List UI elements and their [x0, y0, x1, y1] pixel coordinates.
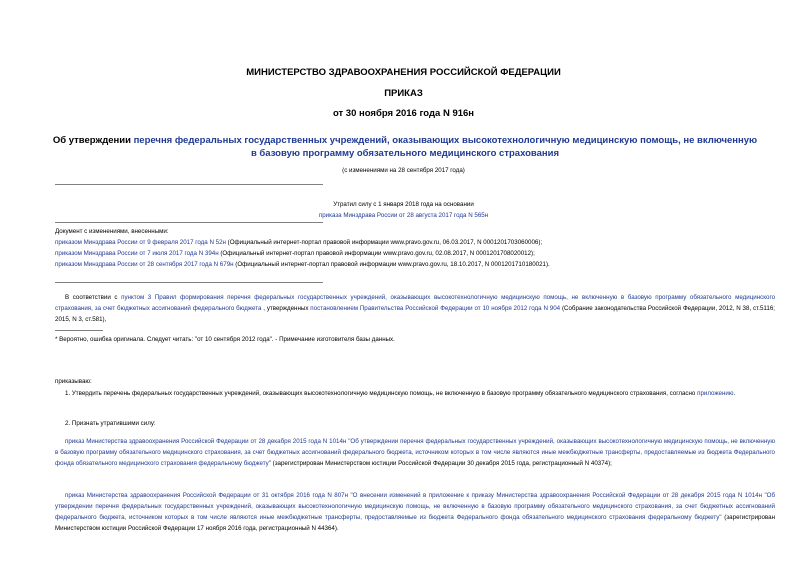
paragraph-1 [55, 388, 775, 399]
repeal-text-2: (зарегистрирован Министерством юстиции Российской Федерации 17 ноября 2016 года, регистрационный N 44364). [55, 514, 776, 532]
amendments-block [55, 226, 775, 270]
changes-note: (с изменениями на 28 сентября 2017 года) [342, 167, 465, 174]
divider [55, 184, 323, 185]
amendment-source: (Официальный интернет-портал правовой информации www.pravo.gov.ru, 18.10.2017, N 0001201710180021). [233, 261, 550, 268]
repeal-item-1 [55, 436, 775, 469]
amendment-item [55, 248, 775, 259]
appendix-link[interactable]: приложению [697, 390, 734, 397]
doc-type-heading: ПРИКАЗ [384, 88, 423, 99]
title-prefix: Об утверждении [52, 135, 134, 146]
repeal-link-2[interactable]: приказ Министерства здравоохранения Российской Федерации от 31 октября 2016 года N 807н "О внесении изменений в приложение к приказу Министерства здравоохранения Российской Федерации от 28 декабря 2015 года N 1014н "Об утверждении перечня федеральных государственных учреждений, оказывающих высокотехнологичную медицинскую помощь, не включенную в базовую программу обязательного медицинского страхования, за счет бюджетных ассигнований федерального бюджета, источником которых в том числе являются иные межбюджетные трансферты, предоставляемые из бюджета Федерального фонда обязательного медицинского страхования федеральному бюджету" [55, 492, 775, 521]
amendment-item [55, 259, 775, 270]
ministry-heading: МИНИСТЕРСТВО ЗДРАВООХРАНЕНИЯ РОССИЙСКОЙ ФЕДЕРАЦИИ [246, 67, 561, 78]
date-number-heading: от 30 ноября 2016 года N 916н [332, 108, 475, 119]
amendment-link[interactable]: приказом Минздрава России от 9 февраля 2017 года N 52н [55, 239, 226, 246]
lost-force-text: Утратил силу с 1 января 2018 года на основании [333, 201, 474, 208]
divider [55, 282, 323, 283]
document-title [50, 134, 760, 160]
preamble-paragraph [55, 292, 775, 325]
title-link[interactable]: перечня федеральных государственных учреждений, оказывающих высокотехнологичную медицинскую помощь, не включенную в базовую программу обязательного медицинского страхования [133, 135, 758, 159]
amendment-source: (Официальный интернет-портал правовой информации www.pravo.gov.ru, 06.03.2017, N 0001201703060006); [225, 239, 543, 246]
footnote-divider [55, 330, 103, 331]
footnote: * Вероятно, ошибка оригинала. Следует читать: "от 10 сентября 2012 года". - Примечание изготовителя базы данных. [55, 336, 395, 343]
amendment-link[interactable]: приказом Минздрава России от 28 сентября 2017 года N 679н [55, 261, 234, 268]
paragraph-2: 2. Признать утратившими силу: [65, 420, 156, 427]
repeal-item-2 [55, 490, 775, 534]
amendment-item [55, 237, 775, 248]
lost-force-note [0, 199, 807, 221]
lost-force-link[interactable]: приказа Минздрава России от 28 августа 2017 года N 565н [318, 212, 489, 219]
order-word: приказываю: [55, 378, 92, 385]
amendment-link[interactable]: приказом Минздрава России от 7 июля 2017 года N 394н [55, 250, 219, 257]
divider [55, 222, 323, 223]
preamble-text: (Собрание законодательства Российской Федерации, 2012, N 38, ст.5116; 2015, N 3, ст.581), [55, 305, 775, 323]
preamble-text: В соответствии с [65, 294, 122, 301]
decree-link[interactable]: постановлением Правительства Российской Федерации от 10 ноября 2012 года N 904 [310, 305, 561, 312]
repeal-text-1: (зарегистрирован Министерством юстиции Российской Федерации 30 декабря 2015 года, регистрационный N 40374); [270, 460, 612, 467]
paragraph-1-text: 1. Утвердить перечень федеральных государственных учреждений, оказывающих высокотехнологичную медицинскую помощь, не включенную в базовую программу обязательного медицинского страхования, согласно [65, 390, 698, 397]
amendment-source: (Официальный интернет-портал правовой информации www.pravo.gov.ru, 02.08.2017, N 0001201708020012); [218, 250, 535, 257]
preamble-text: , утвержденных [261, 305, 311, 312]
paragraph-1-end: . [733, 390, 736, 397]
rules-link[interactable]: пунктом 3 Правил формирования перечня федеральных государственных учреждений, оказывающих высокотехнологичную медицинскую помощь, не включенную в базовую программу обязательного медицинского страхования, за счет бюджетных ассигнований федерального бюджета [55, 294, 776, 312]
repeal-link-1[interactable]: приказ Министерства здравоохранения Российской Федерации от 28 декабря 2015 года N 1014н "Об утверждении перечня федеральных государственных учреждений, оказывающих высокотехнологичную медицинскую помощь, не включенную в базовую программу обязательного медицинского страхования, за счет бюджетных ассигнований федерального бюджета, источником которых в том числе являются иные межбюджетные трансферты, предоставляемые из бюджета Федерального фонда обязательного медицинского страхования федеральному бюджету" [55, 438, 775, 467]
amendments-intro: Документ с изменениями, внесенными: [55, 228, 169, 235]
